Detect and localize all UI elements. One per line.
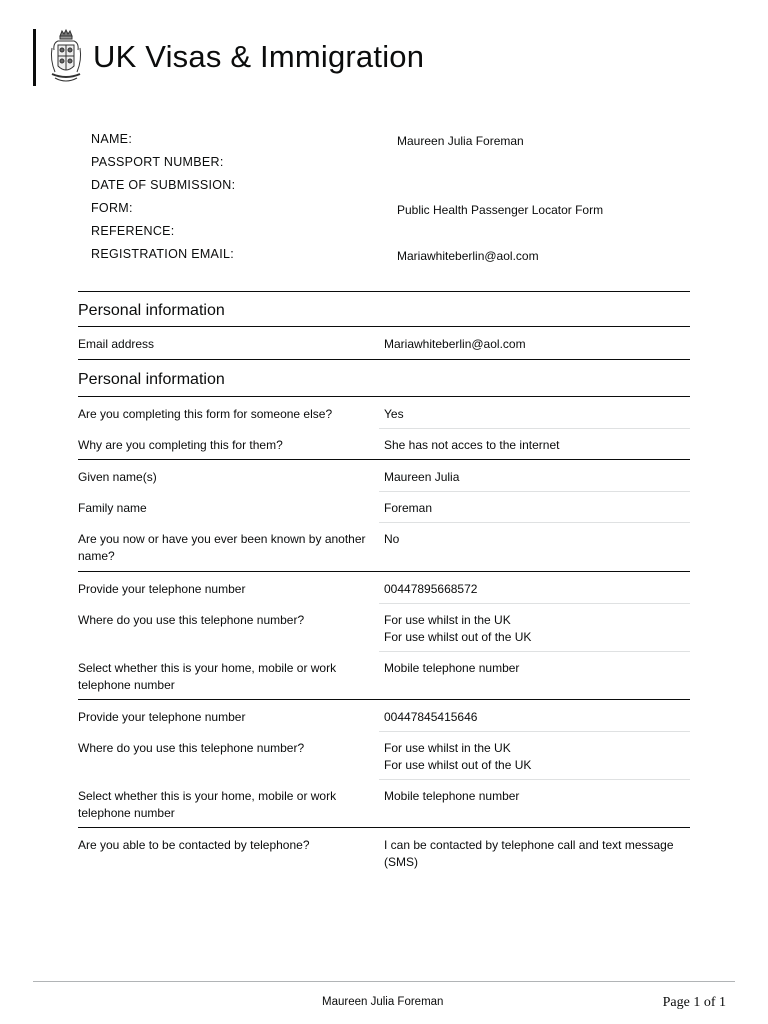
answer-value xyxy=(384,740,684,774)
answer-row xyxy=(78,779,690,828)
answer-value: Mariawhiteberlin@aol.com xyxy=(384,337,526,351)
answer-row xyxy=(78,828,690,878)
question-label: Are you completing this form for someone else? xyxy=(78,407,333,421)
question-label: Where do you use this telephone number? xyxy=(78,741,305,755)
header-rule xyxy=(33,29,36,86)
meta-label: PASSPORT NUMBER: xyxy=(91,155,224,169)
meta-value: Mariawhiteberlin@aol.com xyxy=(397,249,539,263)
meta-value: Maureen Julia Foreman xyxy=(397,134,524,148)
page-number: Page 1 of 1 xyxy=(662,995,726,1010)
question-label: Where do you use this telephone number? xyxy=(78,613,305,627)
answer-row xyxy=(78,327,690,359)
meta-row xyxy=(91,176,691,199)
answer-line: For use whilst out of the UK xyxy=(384,630,532,644)
question-label: Provide your telephone number xyxy=(78,582,246,596)
meta-row xyxy=(91,130,691,153)
answer-row xyxy=(78,731,690,779)
section-heading: Personal information xyxy=(78,291,690,327)
answer-row xyxy=(78,428,690,460)
question-label: Are you able to be contacted by telephone? xyxy=(78,838,310,852)
answer-value xyxy=(384,612,684,646)
answer-value: Mobile telephone number xyxy=(384,789,520,803)
answer-row xyxy=(78,460,690,491)
answer-row xyxy=(78,397,690,428)
meta-label: FORM: xyxy=(91,201,133,215)
answer-value: Foreman xyxy=(384,501,433,515)
answer-value: 00447845415646 xyxy=(384,710,478,724)
answer-row xyxy=(78,700,690,731)
answer-value: I can be contacted by telephone call and text message (SMS) xyxy=(384,838,674,869)
question-label: Why are you completing this for them? xyxy=(78,438,283,452)
answer-value: Yes xyxy=(384,407,404,421)
question-label: Given name(s) xyxy=(78,470,157,484)
answer-line: For use whilst out of the UK xyxy=(384,758,532,772)
answer-row xyxy=(78,572,690,603)
answer-value: Mobile telephone number xyxy=(384,661,520,675)
meta-label: REFERENCE: xyxy=(91,224,175,238)
answer-row xyxy=(78,651,690,700)
meta-row xyxy=(91,153,691,176)
meta-label: REGISTRATION EMAIL: xyxy=(91,247,234,261)
answer-line: For use whilst in the UK xyxy=(384,741,511,755)
question-label: Select whether this is your home, mobile or work telephone number xyxy=(78,661,337,692)
meta-row xyxy=(91,245,691,268)
page-title: UK Visas & Immigration xyxy=(93,39,425,74)
submission-meta xyxy=(91,130,691,268)
form-content xyxy=(78,291,690,878)
answer-value: Maureen Julia xyxy=(384,470,460,484)
section-heading: Personal information xyxy=(78,359,690,397)
royal-coat-of-arms-icon xyxy=(49,28,83,86)
footer-applicant-name: Maureen Julia Foreman xyxy=(322,996,444,1008)
meta-label: DATE OF SUBMISSION: xyxy=(91,178,236,192)
meta-row xyxy=(91,199,691,222)
answer-value: No xyxy=(384,532,400,546)
answer-value: 00447895668572 xyxy=(384,582,478,596)
question-label: Provide your telephone number xyxy=(78,710,246,724)
question-label: Select whether this is your home, mobile or work telephone number xyxy=(78,789,337,820)
answer-row xyxy=(78,522,690,572)
meta-value: Public Health Passenger Locator Form xyxy=(397,203,604,217)
footer-divider xyxy=(33,981,735,982)
meta-label: NAME: xyxy=(91,132,133,146)
answer-row xyxy=(78,603,690,651)
question-label: Family name xyxy=(78,501,147,515)
meta-row xyxy=(91,222,691,245)
question-label: Email address xyxy=(78,337,155,351)
answer-row xyxy=(78,491,690,522)
page-header xyxy=(33,28,424,86)
question-label: Are you now or have you ever been known by another name? xyxy=(78,532,366,563)
answer-line: For use whilst in the UK xyxy=(384,613,511,627)
answer-value: She has not acces to the internet xyxy=(384,438,560,452)
